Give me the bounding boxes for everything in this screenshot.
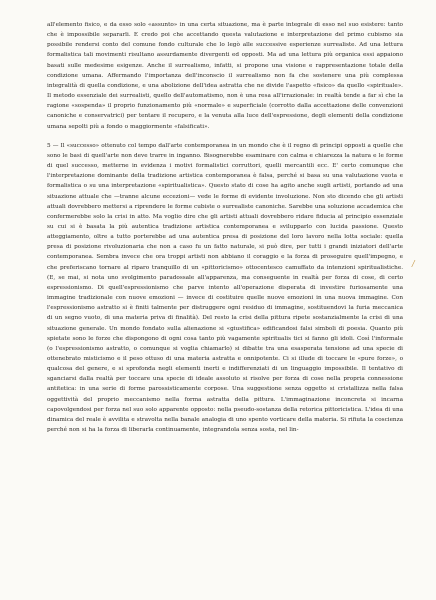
- paragraph-continuation: all'elemento fisico, e da esso solo «assunto» in una certa situazione, ma è parte integrale di esso nel suo esistere: tanto che è impossibile separarli. E credo poi che accettando questa valutazione e interpretazione del primo cubismo sia possibile rendersi conto del comune fondo culturale che lo legò alle successive esperienze surrealiste. Ad una lettura formalistica tali movimenti risultano assurdamente divergenti ed opposti. Ma ad una lettura più organica essi appaiono basati sulle medesime esigenze. Anche il surrealismo, infatti, si propone una visione e rappresentazione totale della condizione umana. Affermando l'importanza dell'inconscio il surrealismo non fa che sostenere una più complessa integralità di quella condizione, e una abolizione dell'idea astratta che ne divide l'aspetto «fisico» da quello «spirituale». Il metodo essenziale dei surrealisti, quello dell'automatismo, non è una resa all'irrazionale: in realtà tende a far sì che la ragione «sospenda» il proprio funzionamento più «normale» e superficiale (corrotto dalla accettazione delle convenzioni canoniche e conservatrici) per tentare il recupero, e la venuta alla luce dell'espressione, degli elementi della condizione umana sepolti più a fondo o maggiormente «falsificati».: [47, 22, 403, 130]
- margin-annotation-mark: /: [412, 259, 415, 268]
- paragraph-section-5: 5 — Il «successo» ottenuto col tempo dall'arte contemporanea in un mondo che è il regno di principi opposti a quelle che sono le basi di quell'arte non deve trarre in inganno. Bisognerebbe esaminare con calma e chiarezza la natura e le forme di quel successo, metterne in evidenza i motivi formalistici corruttori, quelli mercantili ecc. E' certo comunque che l'interpretazione dominante della tradizione artistica contemporanea è falsa, perché si basa su una valutazione vuota e formalistica o su una interpretazione «spiritualistica». Questo stato di cose ha agito anche sugli artisti, portando ad una situazione attuale che —tranne alcune eccezioni— vede le forme di evidente involuzione. Non sto dicendo che gli artisti attuali dovrebbero mettersi a riprendere le forme cubiste o surrealiste canoniche. Sarebbe una soluzione accademica che confermerebbe solo la crisi in atto. Ma voglio dire che gli artisti attuali dovrebbero ridare fiducia al principio essenziale su cui si è basata la più autentica tradizione artistica contemporanea e svilupparlo con lucida passione. Questo atteggiamento, oltre a tutto porterebbe ad una autentica presa di posizione del loro lavoro nella lotta sociale: quella presa di posizione rivoluzionaria che non a caso fu un fatto naturale, si può dire, per tutti i grandi iniziatori dell'arte contemporanea. Sembra invece che ora troppi artisti non abbiano il coraggio e la forza di proseguire quell'impegno, e che preferiscano tornare al riparo tranquillo di un «pittoricismo» ottocentesco camuffato da intenzioni spiritualistiche. (E, se mai, si nota uno svolgimento paradossale all'apparenza, ma conseguente in realtà per forza di cose, di certo espressionismo. Di quell'espressionismo che parve intento all'operazione disperata di investire furiosamente una immagine tradizionale con nuove emozioni — invece di costituire quelle nuove emozioni in una nuova immagine. Con l'espressionismo astratto si è finiti talmente per distruggere ogni residuo di immagine, sostituendovi la furia meccanica di un segno vuoto, di una materia priva di finalità). Del resto la crisi della pittura ripete sostanzialmente la crisi di una situazione generale. Un mondo fondato sulla alienazione si «giustifica» edificandosi falsi simboli di poesia. Quanto più spietate sono le forze che dispongono di ogni cosa tanto più vagamente spiritualis tici si fanno gli idoli. Così l'informale (o l'espressionismo astratto, o comunque si voglia chiamarlo) si dibatte tra una esasperata tensione ad una specie di ottenebrato misticismo e il peso ottuso di una materia astratta e onnipotente. Ci si illude di toccare le «pure forze», o qualcosa del genere, e si sprofonda negli elementi inerti e indifferenziati di un linguaggio impossibile. Il tentativo di sganciarsi dalla realtà per toccare una specie di ideale assoluto si risolve per forza di cose nella propria connessione antitetica: in una serie di forme parossisticamente corpose. Una suggestione senza oggetto si cristallizza nella falsa oggettività del proprio meccanismo nella forma astratta della pittura. L'immaginazione inconcreta si incarna capovolgendosi per forza nel suo solo apparente opposto: nella pseudo-sostanza della retorica pittoricistica. L'idea di una dinamica del reale è avvilita e stravolta nella banale analogia di uno spento vorticare della materia. Si rifiuta la coscienza perché non si ha la forza di liberarla continuamente, integrandola senza sosta, nel lin-: [47, 142, 403, 434]
